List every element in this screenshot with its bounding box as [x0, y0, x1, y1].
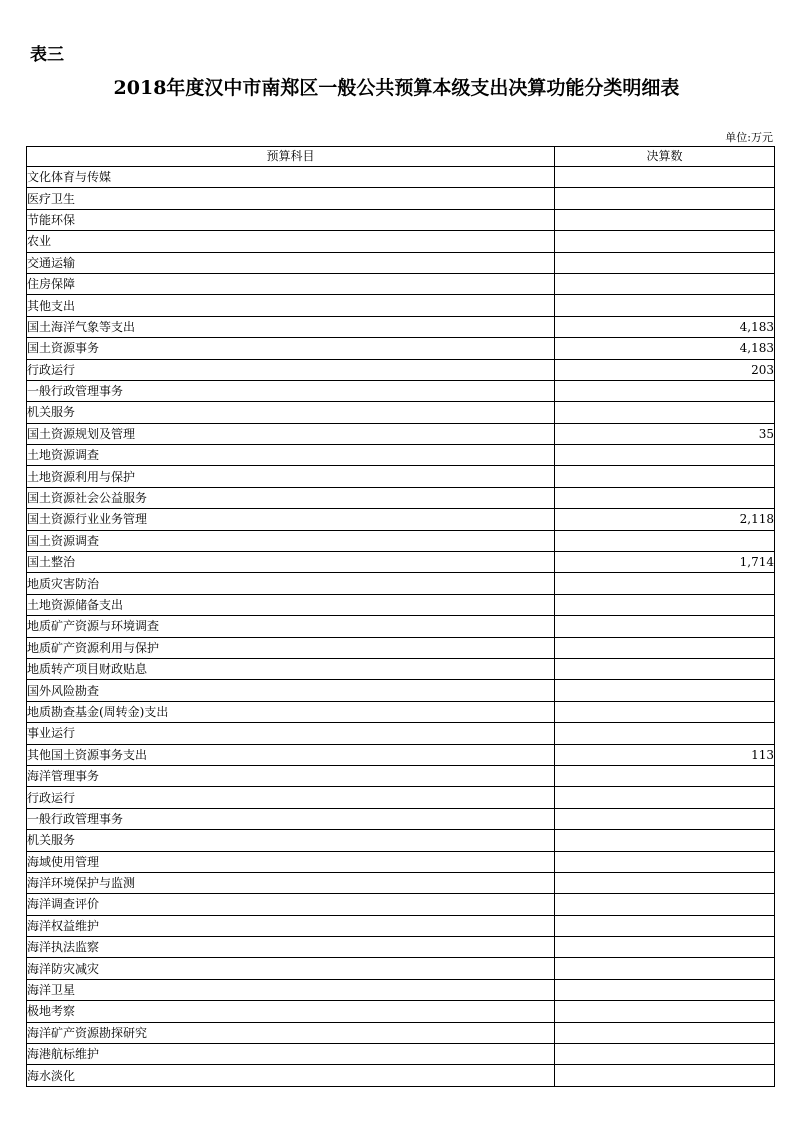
table-row: [27, 1044, 775, 1065]
row-subject: 土地资源调查: [27, 445, 555, 466]
row-amount: [555, 1044, 775, 1065]
row-amount: [555, 658, 775, 679]
row-subject: 行政运行: [27, 359, 555, 380]
row-subject: 海域使用管理: [27, 851, 555, 872]
row-subject: 农业: [27, 231, 555, 252]
row-subject: 国土资源行业业务管理: [27, 509, 555, 530]
row-amount: [555, 273, 775, 294]
row-subject: 国土资源调查: [27, 530, 555, 551]
row-subject: 国外风险勘查: [27, 680, 555, 701]
row-amount: [555, 765, 775, 786]
row-amount: [555, 188, 775, 209]
table-row: [27, 295, 775, 316]
row-subject: 海洋防灾减灾: [27, 958, 555, 979]
row-subject: 地质转产项目财政贴息: [27, 658, 555, 679]
table-row: [27, 701, 775, 722]
row-amount: [555, 231, 775, 252]
table-row: [27, 765, 775, 786]
row-amount: 113: [555, 744, 775, 765]
table-row: [27, 1022, 775, 1043]
unit-note: 单位:万元: [725, 131, 773, 144]
row-amount: [555, 787, 775, 808]
row-subject: 机关服务: [27, 830, 555, 851]
row-amount: [555, 466, 775, 487]
table-header-row: [27, 147, 775, 167]
row-amount: [555, 380, 775, 401]
table-row: [27, 316, 775, 337]
row-amount: [555, 167, 775, 188]
row-amount: 2,118: [555, 509, 775, 530]
row-amount: [555, 894, 775, 915]
row-subject: 极地考察: [27, 1001, 555, 1022]
table-row: [27, 915, 775, 936]
column-header-subject: 预算科目: [27, 147, 555, 167]
row-amount: [555, 958, 775, 979]
row-amount: [555, 402, 775, 423]
row-amount: [555, 915, 775, 936]
row-subject: 地质勘查基金(周转金)支出: [27, 701, 555, 722]
row-subject: 海洋矿产资源勘探研究: [27, 1022, 555, 1043]
row-subject: 土地资源储备支出: [27, 594, 555, 615]
row-subject: 地质矿产资源利用与保护: [27, 637, 555, 658]
row-subject: 地质矿产资源与环境调查: [27, 616, 555, 637]
row-subject: 一般行政管理事务: [27, 380, 555, 401]
row-subject: 国土海洋气象等支出: [27, 316, 555, 337]
row-subject: 行政运行: [27, 787, 555, 808]
table-row: [27, 338, 775, 359]
row-subject: 海洋卫星: [27, 979, 555, 1000]
table-row: [27, 680, 775, 701]
table-row: [27, 658, 775, 679]
row-subject: 事业运行: [27, 723, 555, 744]
table-row: [27, 1001, 775, 1022]
row-amount: [555, 680, 775, 701]
row-amount: [555, 979, 775, 1000]
table-row: [27, 273, 775, 294]
row-subject: 交通运输: [27, 252, 555, 273]
table-body: [27, 167, 775, 1087]
table-row: [27, 958, 775, 979]
budget-table: [26, 146, 775, 1087]
table-row: [27, 808, 775, 829]
table-row: [27, 616, 775, 637]
row-amount: [555, 1022, 775, 1043]
row-amount: [555, 937, 775, 958]
table-row: [27, 167, 775, 188]
row-subject: 节能环保: [27, 209, 555, 230]
table-row: [27, 445, 775, 466]
row-subject: 医疗卫生: [27, 188, 555, 209]
table-row: [27, 637, 775, 658]
row-amount: [555, 851, 775, 872]
table-row: [27, 423, 775, 444]
row-amount: [555, 637, 775, 658]
row-amount: [555, 701, 775, 722]
table-row: [27, 937, 775, 958]
row-subject: 海洋管理事务: [27, 765, 555, 786]
row-amount: [555, 530, 775, 551]
row-subject: 其他国土资源事务支出: [27, 744, 555, 765]
row-subject: 住房保障: [27, 273, 555, 294]
table-row: [27, 231, 775, 252]
row-subject: 海洋执法监察: [27, 937, 555, 958]
row-amount: [555, 872, 775, 893]
row-subject: 一般行政管理事务: [27, 808, 555, 829]
row-subject: 海港航标维护: [27, 1044, 555, 1065]
table-row: [27, 851, 775, 872]
row-amount: [555, 594, 775, 615]
table-row: [27, 252, 775, 273]
row-subject: 其他支出: [27, 295, 555, 316]
row-amount: [555, 295, 775, 316]
row-subject: 海洋环境保护与监测: [27, 872, 555, 893]
table-row: [27, 573, 775, 594]
row-subject: 文化体育与传媒: [27, 167, 555, 188]
row-subject: 海水淡化: [27, 1065, 555, 1086]
table-row: [27, 209, 775, 230]
table-row: [27, 509, 775, 530]
column-header-amount: 决算数: [555, 147, 775, 167]
table-row: [27, 466, 775, 487]
row-amount: [555, 1001, 775, 1022]
row-subject: 国土资源规划及管理: [27, 423, 555, 444]
row-amount: [555, 487, 775, 508]
table-row: [27, 872, 775, 893]
table-number-label: 表三: [30, 45, 64, 65]
table-row: [27, 188, 775, 209]
row-amount: [555, 573, 775, 594]
row-amount: 1,714: [555, 552, 775, 573]
row-amount: [555, 830, 775, 851]
row-amount: [555, 1065, 775, 1086]
row-subject: 海洋调查评价: [27, 894, 555, 915]
table-row: [27, 723, 775, 744]
row-subject: 机关服务: [27, 402, 555, 423]
row-amount: [555, 445, 775, 466]
table-row: [27, 402, 775, 423]
table-row: [27, 1065, 775, 1086]
row-amount: 4,183: [555, 338, 775, 359]
row-amount: [555, 209, 775, 230]
table-row: [27, 487, 775, 508]
table-row: [27, 787, 775, 808]
row-subject: 地质灾害防治: [27, 573, 555, 594]
row-amount: 203: [555, 359, 775, 380]
row-amount: 35: [555, 423, 775, 444]
table-row: [27, 359, 775, 380]
table-row: [27, 594, 775, 615]
row-subject: 土地资源利用与保护: [27, 466, 555, 487]
row-amount: [555, 723, 775, 744]
table-row: [27, 552, 775, 573]
row-subject: 海洋权益维护: [27, 915, 555, 936]
row-subject: 国土资源社会公益服务: [27, 487, 555, 508]
document-title: 2018年度汉中市南郑区一般公共预算本级支出决算功能分类明细表: [113, 77, 680, 99]
table-row: [27, 979, 775, 1000]
row-subject: 国土整治: [27, 552, 555, 573]
table-row: [27, 830, 775, 851]
row-amount: 4,183: [555, 316, 775, 337]
row-subject: 国土资源事务: [27, 338, 555, 359]
row-amount: [555, 616, 775, 637]
table-row: [27, 380, 775, 401]
table-row: [27, 894, 775, 915]
table-row: [27, 744, 775, 765]
row-amount: [555, 252, 775, 273]
row-amount: [555, 808, 775, 829]
table-row: [27, 530, 775, 551]
